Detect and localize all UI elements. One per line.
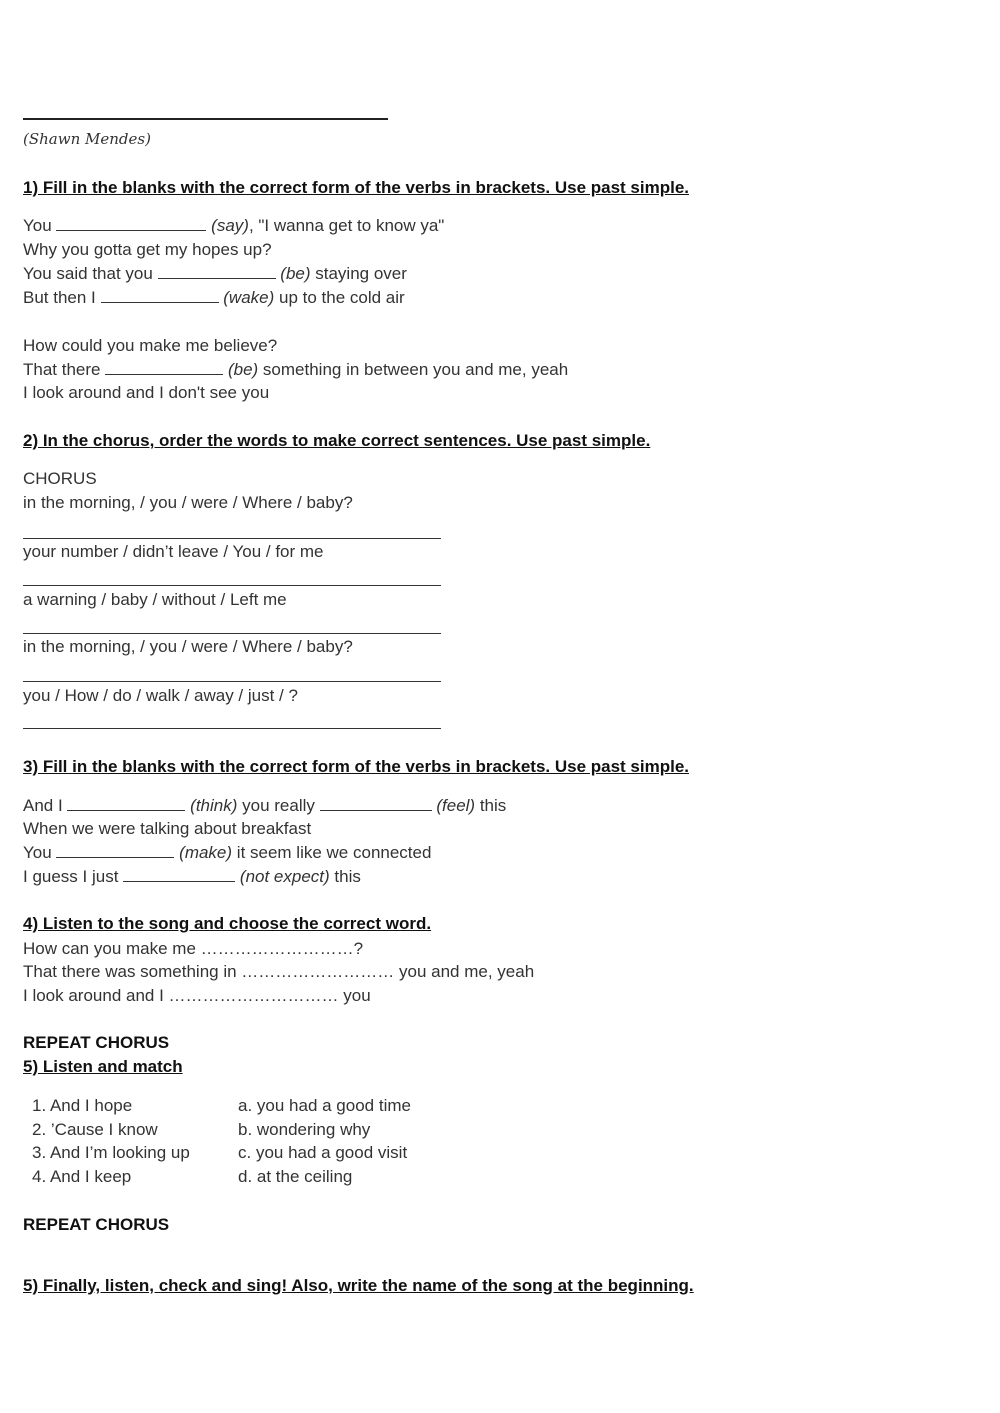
answer-blank[interactable] <box>101 288 219 303</box>
scrambled-sentence-1: in the morning, / you / were / Where / baby? <box>23 493 353 512</box>
scrambled-sentence-2: your number / didn’t leave / You / for me <box>23 542 324 561</box>
scrambled-sentence-3: a warning / baby / without / Left me <box>23 590 287 609</box>
line-text: this <box>329 867 361 886</box>
artist-name: (Shawn Mendes) <box>23 130 151 148</box>
match-right-a: a. you had a good time <box>238 1096 411 1115</box>
answer-line-4[interactable] <box>23 681 441 682</box>
answer-blank[interactable] <box>67 796 185 811</box>
line-text: And I <box>23 796 63 815</box>
verb-hint: (wake) <box>223 288 275 307</box>
verb-hint: (make) <box>179 843 233 862</box>
section3-heading: 3) Fill in the blanks with the correct form of the verbs in brackets. Use past simple. <box>23 757 690 776</box>
verb-hint: (say) <box>211 216 249 235</box>
line-text: , "I wanna get to know ya" <box>248 216 445 235</box>
section4-line-1: How can you make me ………………………? <box>23 939 364 958</box>
line-text: That there <box>23 360 101 379</box>
match-right-d: d. at the ceiling <box>238 1167 353 1186</box>
line-text: up to the cold air <box>274 288 405 307</box>
line-text: You <box>23 843 52 862</box>
match-right-b: b. wondering why <box>238 1120 371 1139</box>
verb-hint: (feel) <box>436 796 476 815</box>
match-left-2: 2. ’Cause I know <box>32 1120 158 1139</box>
answer-line-1[interactable] <box>23 538 441 539</box>
final-heading: 5) Finally, listen, check and sing! Also, write the name of the song at the beginning. <box>23 1276 694 1295</box>
song-title-blank[interactable] <box>23 118 388 120</box>
section1-line-1 <box>23 216 444 236</box>
answer-line-5[interactable] <box>23 728 441 729</box>
answer-line-2[interactable] <box>23 585 441 586</box>
repeat-chorus-label-2: REPEAT CHORUS <box>23 1215 170 1234</box>
section4-line-3: I look around and I ………………………… you <box>23 986 371 1005</box>
section4-line-2: That there was something in ……………………… you and me, yeah <box>23 962 535 981</box>
answer-blank[interactable] <box>123 867 235 882</box>
section5-heading: 5) Listen and match <box>23 1057 183 1076</box>
line-text: You <box>23 216 52 235</box>
line-text: staying over <box>310 264 407 283</box>
verb-hint: (be) <box>227 360 259 379</box>
repeat-chorus-label: REPEAT CHORUS <box>23 1033 170 1052</box>
section1-line-7: I look around and I don't see you <box>23 383 270 402</box>
verb-hint: (not expect) <box>239 867 330 886</box>
section3-line-3 <box>23 843 431 863</box>
line-text: this <box>475 796 507 815</box>
line-text: You said that you <box>23 264 153 283</box>
answer-blank[interactable] <box>56 843 174 858</box>
line-text: it seem like we connected <box>232 843 432 862</box>
section1-line-6 <box>23 360 568 380</box>
scrambled-sentence-4: in the morning, / you / were / Where / baby? <box>23 637 353 656</box>
answer-blank[interactable] <box>158 264 276 279</box>
section2-heading: 2) In the chorus, order the words to make correct sentences. Use past simple. <box>23 431 651 450</box>
section3-line-4 <box>23 867 361 887</box>
section4-heading: 4) Listen to the song and choose the correct word. <box>23 914 432 933</box>
line-text: But then I <box>23 288 96 307</box>
section1-line-3 <box>23 264 407 284</box>
scrambled-sentence-5: you / How / do / walk / away / just / ? <box>23 686 298 705</box>
answer-blank[interactable] <box>105 360 223 375</box>
line-text: you really <box>237 796 315 815</box>
verb-hint: (be) <box>280 264 311 283</box>
chorus-label: CHORUS <box>23 469 97 488</box>
section1-heading: 1) Fill in the blanks with the correct form of the verbs in brackets. Use past simple. <box>23 178 690 197</box>
answer-blank[interactable] <box>320 796 432 811</box>
match-left-4: 4. And I keep <box>32 1167 132 1186</box>
match-right-c: c. you had a good visit <box>238 1143 408 1162</box>
line-text: something in between you and me, yeah <box>258 360 569 379</box>
section1-line-5: How could you make me believe? <box>23 336 278 355</box>
verb-hint: (think) <box>190 796 238 815</box>
answer-line-3[interactable] <box>23 633 441 634</box>
section3-line-2: When we were talking about breakfast <box>23 819 312 838</box>
match-left-3: 3. And I’m looking up <box>32 1143 190 1162</box>
line-text: I guess I just <box>23 867 119 886</box>
section1-line-2: Why you gotta get my hopes up? <box>23 240 272 259</box>
answer-blank[interactable] <box>56 216 206 231</box>
match-left-1: 1. And I hope <box>32 1096 133 1115</box>
section3-line-1 <box>23 796 506 816</box>
section1-line-4 <box>23 288 405 308</box>
